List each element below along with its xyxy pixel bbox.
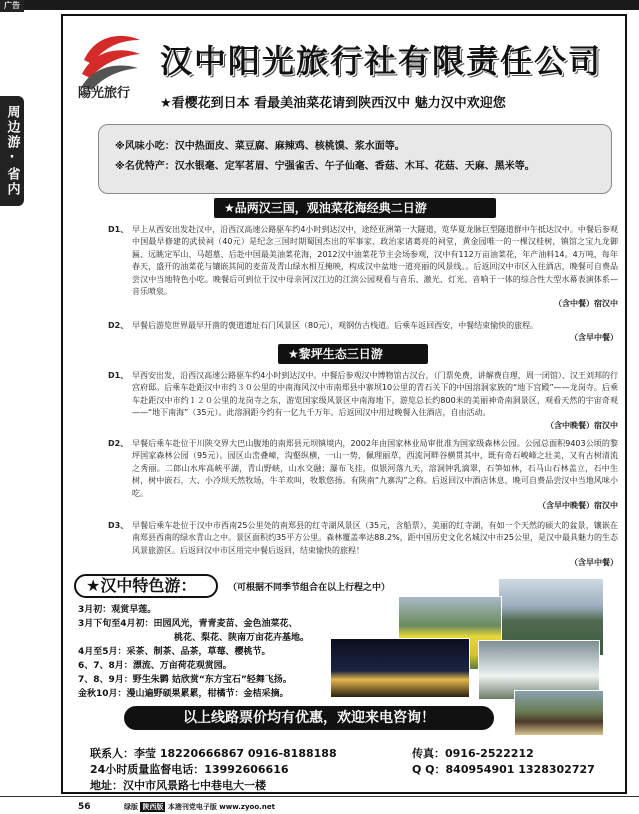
- day-label: D3、: [108, 521, 129, 530]
- footer-site: 本港刊党电子版 www.zyoo.net: [167, 803, 275, 811]
- day-meal: （含中餐）宿汉中: [554, 299, 618, 309]
- day-label: D2、: [108, 321, 129, 330]
- day-label: D2、: [108, 439, 129, 448]
- side-tab: 周边游·省内: [0, 96, 24, 206]
- night-city-photo: [330, 638, 470, 698]
- season-item: 4月至5月：采茶、制茶、品茶，草莓、樱桃节。: [78, 647, 271, 657]
- tour1-title: ★品两汉三国，观油菜花海经典二日游: [214, 198, 496, 218]
- contact-fax: 传真：0916-2522212: [412, 747, 534, 760]
- season-item: 金秋10月：漫山遍野硕果累累，柑橘节：金桔采摘。: [78, 689, 289, 699]
- company-name: 汉中阳光旅行社有限责任公司: [160, 42, 603, 80]
- day-label: D1、: [108, 371, 129, 380]
- top-bar: [0, 0, 639, 10]
- special-tour-title: ★汉中特色游：: [74, 574, 218, 598]
- day-meal: （含中晚餐）宿汉中: [546, 420, 618, 430]
- tour1-day1: [108, 224, 618, 311]
- footer-text: [124, 802, 384, 812]
- special-tour-note: （可根据不同季节组合在以上行程之中）: [228, 583, 391, 593]
- day-label: D1、: [108, 225, 129, 234]
- contact-hotline: 24小时质量监督电话：13992606616: [90, 763, 289, 776]
- footer-left: 绿版: [124, 803, 138, 811]
- footer-divider: [0, 796, 639, 797]
- day-meal: （含早中餐）: [570, 558, 618, 568]
- page-number: 56: [78, 802, 91, 812]
- ad-tag: 广告: [0, 0, 24, 12]
- snacks-line: ※风味小吃：汉中热面皮、菜豆腐、麻辣鸡、核桃馍、浆水面等。: [115, 141, 405, 152]
- tour2-day1: [108, 370, 618, 432]
- day-text: 早上从西安出发赴汉中，沿西汉高速公路驱车约4小时到达汉中，途经亚洲第一大隧道，览华夏龙脉巨型隧道群中午抵达汉中。中餐后参观中国最早修建的武侯祠（40元）是纪念三国时期蜀国杰出的军事家、政治家诸葛亮的祠堂，黄金园唯一的一棵汉桂树，镇馆之宝九龙御匾、远眺定军山、马超墓、后赴中国最美油菜花海，2012汉中油菜花节主会场参观，汉中有112万亩油菜花，年产油料14。4万吨，每年春天，盛开的油菜花与镶嵌其间的麦苗及青山绿水相互掩映，构成汉中盆地一道亮丽的风景线。。后返回汉中市区入住酒店，晚餐可自费品尝汉中当地特色小吃。晚餐后可到位于汉中母亲河汉江边的江滨公园观看与音乐、激光、灯光、音响于一体的综合性大型水幕表演体系—音乐喷泉。: [132, 225, 618, 297]
- logo-text: 陽光旅行: [78, 86, 131, 101]
- contact-qq: Q Q：840954901 1328302727: [412, 763, 595, 776]
- slogan: ★看樱花到日本 看最美油菜花请到陕西汉中 魅力汉中欢迎您: [160, 96, 506, 111]
- season-item: 7、8、9月：野生朱鹮 姑欣赏“东方宝石”轻舞飞扬。: [78, 675, 292, 685]
- tour2-day3: [108, 520, 618, 570]
- day-text: 早餐后乘车赴位于川陕交界大巴山腹地的南郑县元坝镇境内，2002年由国家林业局审批准为国家级森林公园。公园总面积9403公顷的黎坪国家森林公园（95元）。园区山峦叠嶂，沟壑纵横，一山一势，佩理丽草，西流河畔谷横贯其中，既有奇石峻峰之壮美，又有古树清流之秀丽。二郎山水库高峡平湖，青山野峡，山水交融；瀑布飞挂，似银河落九天，溶洞钟乳滴翠，石笋如林，石马山石林盖立，石中生树，树中嵌石，大、小冷坝天然牧场，牛羊欢叫，牧歌悠扬。有陕南“九寨沟”之称。后返回汉中酒店休息，晚可自费品尝汉中当地风味小吃。: [132, 439, 618, 498]
- products-line: ※名优特产：汉水银毫、定军茗眉、宁强雀舌、午子仙毫、香菇、木耳、花菇、天麻、黑米等。: [115, 161, 535, 172]
- season-item: 3月初：观赏早莲。: [78, 605, 157, 615]
- contact-person: 联系人：李莹 18220666867 0916-8188188: [90, 747, 337, 760]
- season-item: 3月下旬至4月初：田园风光，青青麦苗、金色油菜花、: [78, 619, 298, 629]
- day-meal: （含早中餐）: [570, 333, 618, 343]
- day-text: 早餐后游览世界最早开凿的褒道遗址石门风景区（80元），观钢仿古栈道。后乘车返回西安，中餐结束愉快的旅程。: [132, 321, 539, 330]
- tour2-day2: [108, 438, 618, 512]
- promo-banner: 以上线路票价均有优惠，欢迎来电咨询！: [124, 706, 494, 730]
- tour1-day2: [108, 320, 618, 345]
- temple-photo: [514, 690, 604, 736]
- day-meal: （含早中晚餐）宿汉中: [538, 501, 618, 511]
- contact-address: 地址：汉中市风景路七中巷电大一楼: [90, 779, 266, 792]
- tour2-title: ★黎坪生态三日游: [278, 344, 428, 364]
- season-item: 6、7、8月：漂流、万亩荷花观赏园。: [78, 661, 232, 671]
- footer-badge: 陕西版: [142, 803, 164, 811]
- season-item: 桃花、梨花、陕南万亩花卉基地。: [174, 633, 310, 643]
- day-text: 早西安出发，沿西汉高速公路驱车约4小时到达汉中。中餐后参观汉中博物馆古汉台，（门票免费，讲解费自理，周一闭馆）、汉王刘邦的行宫府邸。后乘车赴距汉中市约３０公里的中南海风汉中市南郑县中寨坝10公里的青石关下的中国溶洞家族的“地下宫殿”——龙岗寺。后乘车赴距汉中市约１２０公里的龙岗寺之东，游览国家级风景区中南海地下，游览总长约800米的美丽神奇南洞景区，观看天然的宇宙奇观——“地下南海”（35元）。此溶洞距今约有一亿九千万年。后返回汉中用过晚餐入住酒店，自由活动。: [132, 371, 618, 418]
- day-text: 早餐后乘车赴位于汉中市西南25公里处的南郑县的红寺湖风景区（35元，含船票），美丽的红寺湖，有如一个天然的硕大的盆景，镶嵌在南郑县西南的绿水青山之中。景区面积约35平方公里。森林覆盖率达88.2%，距中国历史文化名城汉中市25公里，是汉中最具魅力的生态风景旅游区。后返回汉中市区用完中餐后返回，结束愉快的旅程！: [132, 521, 618, 555]
- specialty-box: [98, 124, 612, 194]
